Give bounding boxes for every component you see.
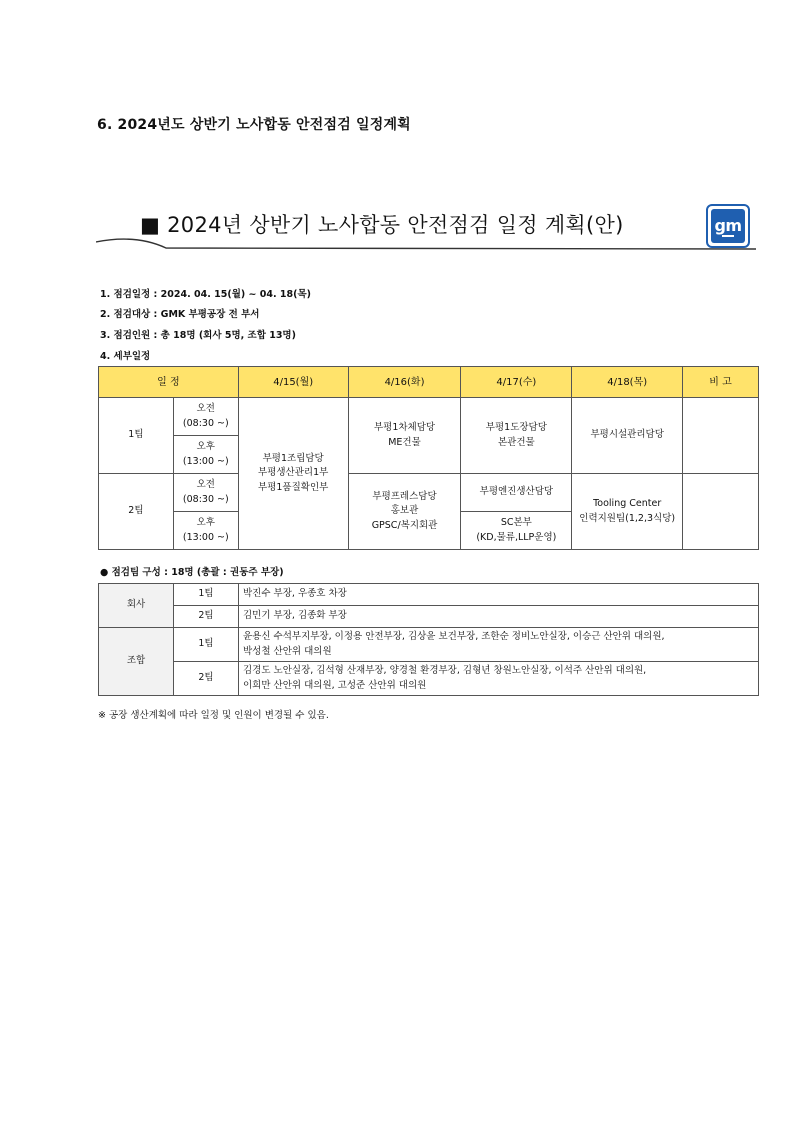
cell-0418-team1: 부평시설관리담당 bbox=[572, 398, 683, 474]
company-team2: 2팀 bbox=[174, 606, 239, 628]
remarks-team1 bbox=[683, 398, 759, 474]
header-schedule: 일 정 bbox=[99, 367, 239, 398]
info-personnel: 3. 점검인원 : 총 18명 (회사 5명, 조합 13명) bbox=[100, 330, 296, 341]
company-label: 회사 bbox=[99, 584, 174, 628]
team2-pm: 오후 (13:00 ~) bbox=[173, 512, 238, 550]
team1-label: 1팀 bbox=[99, 398, 174, 474]
cell-0416-team2: 부평프레스담당 홍보관 GPSC/복지회관 bbox=[348, 474, 461, 550]
company-team1: 1팀 bbox=[174, 584, 239, 606]
union-team2-members: 김경도 노안실장, 김석형 산재부장, 양경철 환경부장, 김형년 창원노안실장, 이석주 산안위 대의원, 이희만 산안위 대의원, 고성준 산안위 대의원 bbox=[239, 662, 759, 696]
remarks-team2 bbox=[683, 474, 759, 550]
header-0416: 4/16(화) bbox=[348, 367, 461, 398]
team-table bbox=[98, 583, 759, 696]
cell-0418-team2: Tooling Center 인력지원팀(1,2,3식당) bbox=[572, 474, 683, 550]
team2-am: 오전 (08:30 ~) bbox=[173, 474, 238, 512]
header-0417: 4/17(수) bbox=[461, 367, 572, 398]
header-0418: 4/18(목) bbox=[572, 367, 683, 398]
gm-logo bbox=[706, 204, 750, 248]
header-remarks: 비 고 bbox=[683, 367, 759, 398]
info-detail-heading: 4. 세부일정 bbox=[100, 351, 151, 362]
cell-0416-team1: 부평1차체담당 ME건물 bbox=[348, 398, 461, 474]
team-composition-title: ● 점검팀 구성 : 18명 (총괄 : 권동주 부장) bbox=[100, 567, 284, 578]
company-team2-members: 김민기 부장, 김종화 부장 bbox=[239, 606, 759, 628]
cell-0415: 부평1조립담당 부평생산관리1부 부평1품질확인부 bbox=[238, 398, 348, 550]
gm-logo-text: gm bbox=[714, 215, 742, 235]
union-label: 조합 bbox=[99, 628, 174, 696]
footnote: ※ 공장 생산계획에 따라 일정 및 인원이 변경될 수 있음. bbox=[98, 710, 329, 721]
team1-pm: 오후 (13:00 ~) bbox=[173, 436, 238, 474]
cell-0417-team2-am: 부평엔진생산담당 bbox=[461, 474, 572, 512]
team1-am: 오전 (08:30 ~) bbox=[173, 398, 238, 436]
info-target: 2. 점검대상 : GMK 부평공장 전 부서 bbox=[100, 309, 260, 320]
banner-title: ■ 2024년 상반기 노사합동 안전점검 일정 계획(안) bbox=[140, 213, 624, 237]
schedule-table bbox=[98, 366, 759, 550]
cell-0417-team2-pm: SC본부 (KD,물류,LLP운영) bbox=[461, 512, 572, 550]
schedule-header-row bbox=[99, 367, 759, 398]
cell-0417-team1: 부평1도장담당 본관건물 bbox=[461, 398, 572, 474]
info-date: 1. 점검일정 : 2024. 04. 15(월) ~ 04. 18(목) bbox=[100, 289, 312, 300]
company-team1-members: 박진수 부장, 우종호 차장 bbox=[239, 584, 759, 606]
union-team1-members: 윤용신 수석부지부장, 이정용 안전부장, 김상윤 보건부장, 조한순 정비노안실장, 이승근 산안위 대의원, 박성철 산안위 대의원 bbox=[239, 628, 759, 662]
header-0415: 4/15(월) bbox=[238, 367, 348, 398]
team2-label: 2팀 bbox=[99, 474, 174, 550]
union-team1: 1팀 bbox=[174, 628, 239, 662]
banner-swoosh-line bbox=[96, 232, 756, 252]
union-team2: 2팀 bbox=[174, 662, 239, 696]
section-title: 6. 2024년도 상반기 노사합동 안전점검 일정계획 bbox=[97, 117, 411, 133]
